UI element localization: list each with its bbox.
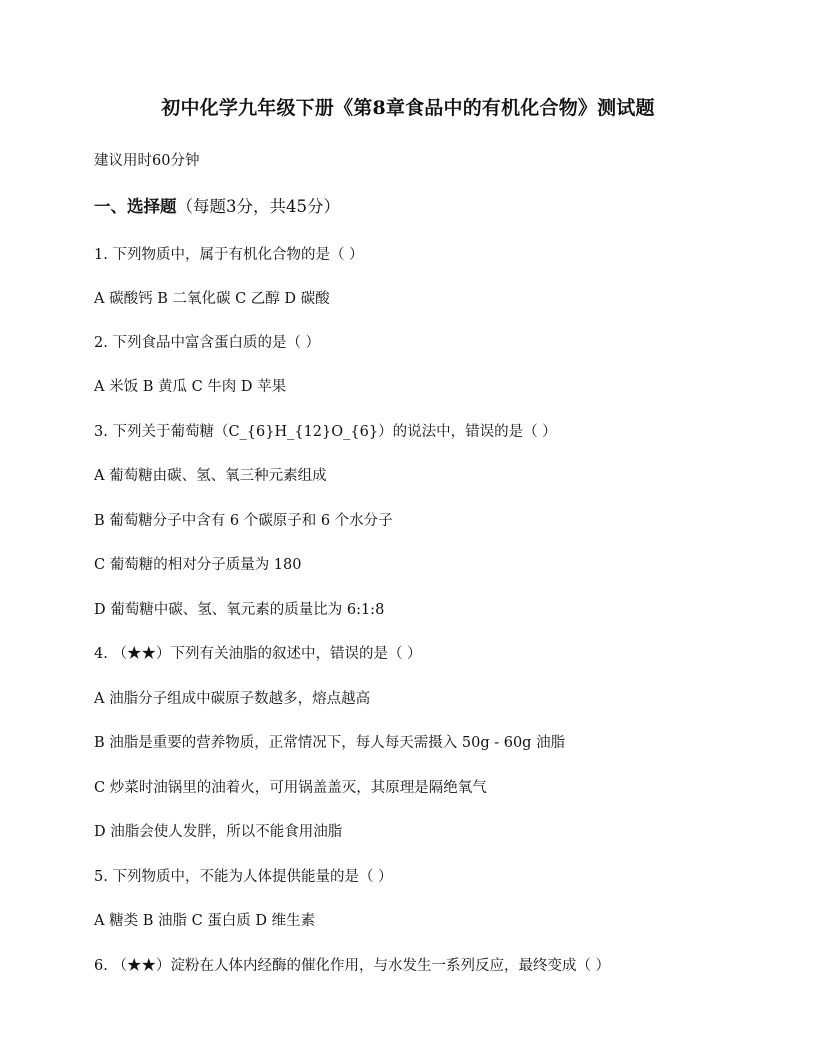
- section-note: （每题3分，共45分）: [176, 197, 340, 216]
- answer-option: A 油脂分子组成中碳原子数越多，熔点越高: [94, 691, 371, 707]
- answer-option: D 油脂会使人发胖，所以不能食用油脂: [94, 824, 343, 840]
- section-title: 一、选择题: [94, 197, 177, 216]
- question-line: 3. 下列关于葡萄糖（C_{6}H_{12}O_{6}）的说法中，错误的是（ ）: [94, 424, 557, 440]
- answer-option: D 葡萄糖中碳、氢、氧元素的质量比为 6:1:8: [94, 602, 385, 618]
- answer-options: A 米饭 B 黄瓜 C 牛肉 D 苹果: [94, 379, 287, 395]
- question-line: 4. （★★）下列有关油脂的叙述中，错误的是（ ）: [94, 646, 422, 662]
- suggested-time: 建议用时60分钟: [94, 153, 200, 169]
- section-heading: [94, 195, 340, 219]
- question-line: 5. 下列物质中，不能为人体提供能量的是（ ）: [94, 869, 393, 885]
- answer-options: A 糖类 B 油脂 C 蛋白质 D 维生素: [94, 913, 316, 929]
- answer-option: A 葡萄糖由碳、氢、氧三种元素组成: [94, 468, 327, 484]
- answer-option: B 葡萄糖分子中含有 6 个碳原子和 6 个水分子: [94, 513, 393, 529]
- document-title: 初中化学九年级下册《第8章食品中的有机化合物》测试题: [161, 97, 655, 119]
- question-line: 2. 下列食品中富含蛋白质的是（ ）: [94, 335, 321, 351]
- question-line: 1. 下列物质中，属于有机化合物的是（ ）: [94, 247, 364, 263]
- answer-options: A 碳酸钙 B 二氧化碳 C 乙醇 D 碳酸: [94, 291, 330, 307]
- answer-option: C 葡萄糖的相对分子质量为 180: [94, 557, 302, 573]
- answer-option: B 油脂是重要的营养物质，正常情况下，每人每天需摄入 50g - 60g 油脂: [94, 735, 566, 751]
- answer-option: C 炒菜时油锅里的油着火，可用锅盖盖灭，其原理是隔绝氧气: [94, 780, 487, 796]
- question-line: 6. （★★）淀粉在人体内经酶的催化作用，与水发生一系列反应，最终变成（ ）: [94, 958, 611, 974]
